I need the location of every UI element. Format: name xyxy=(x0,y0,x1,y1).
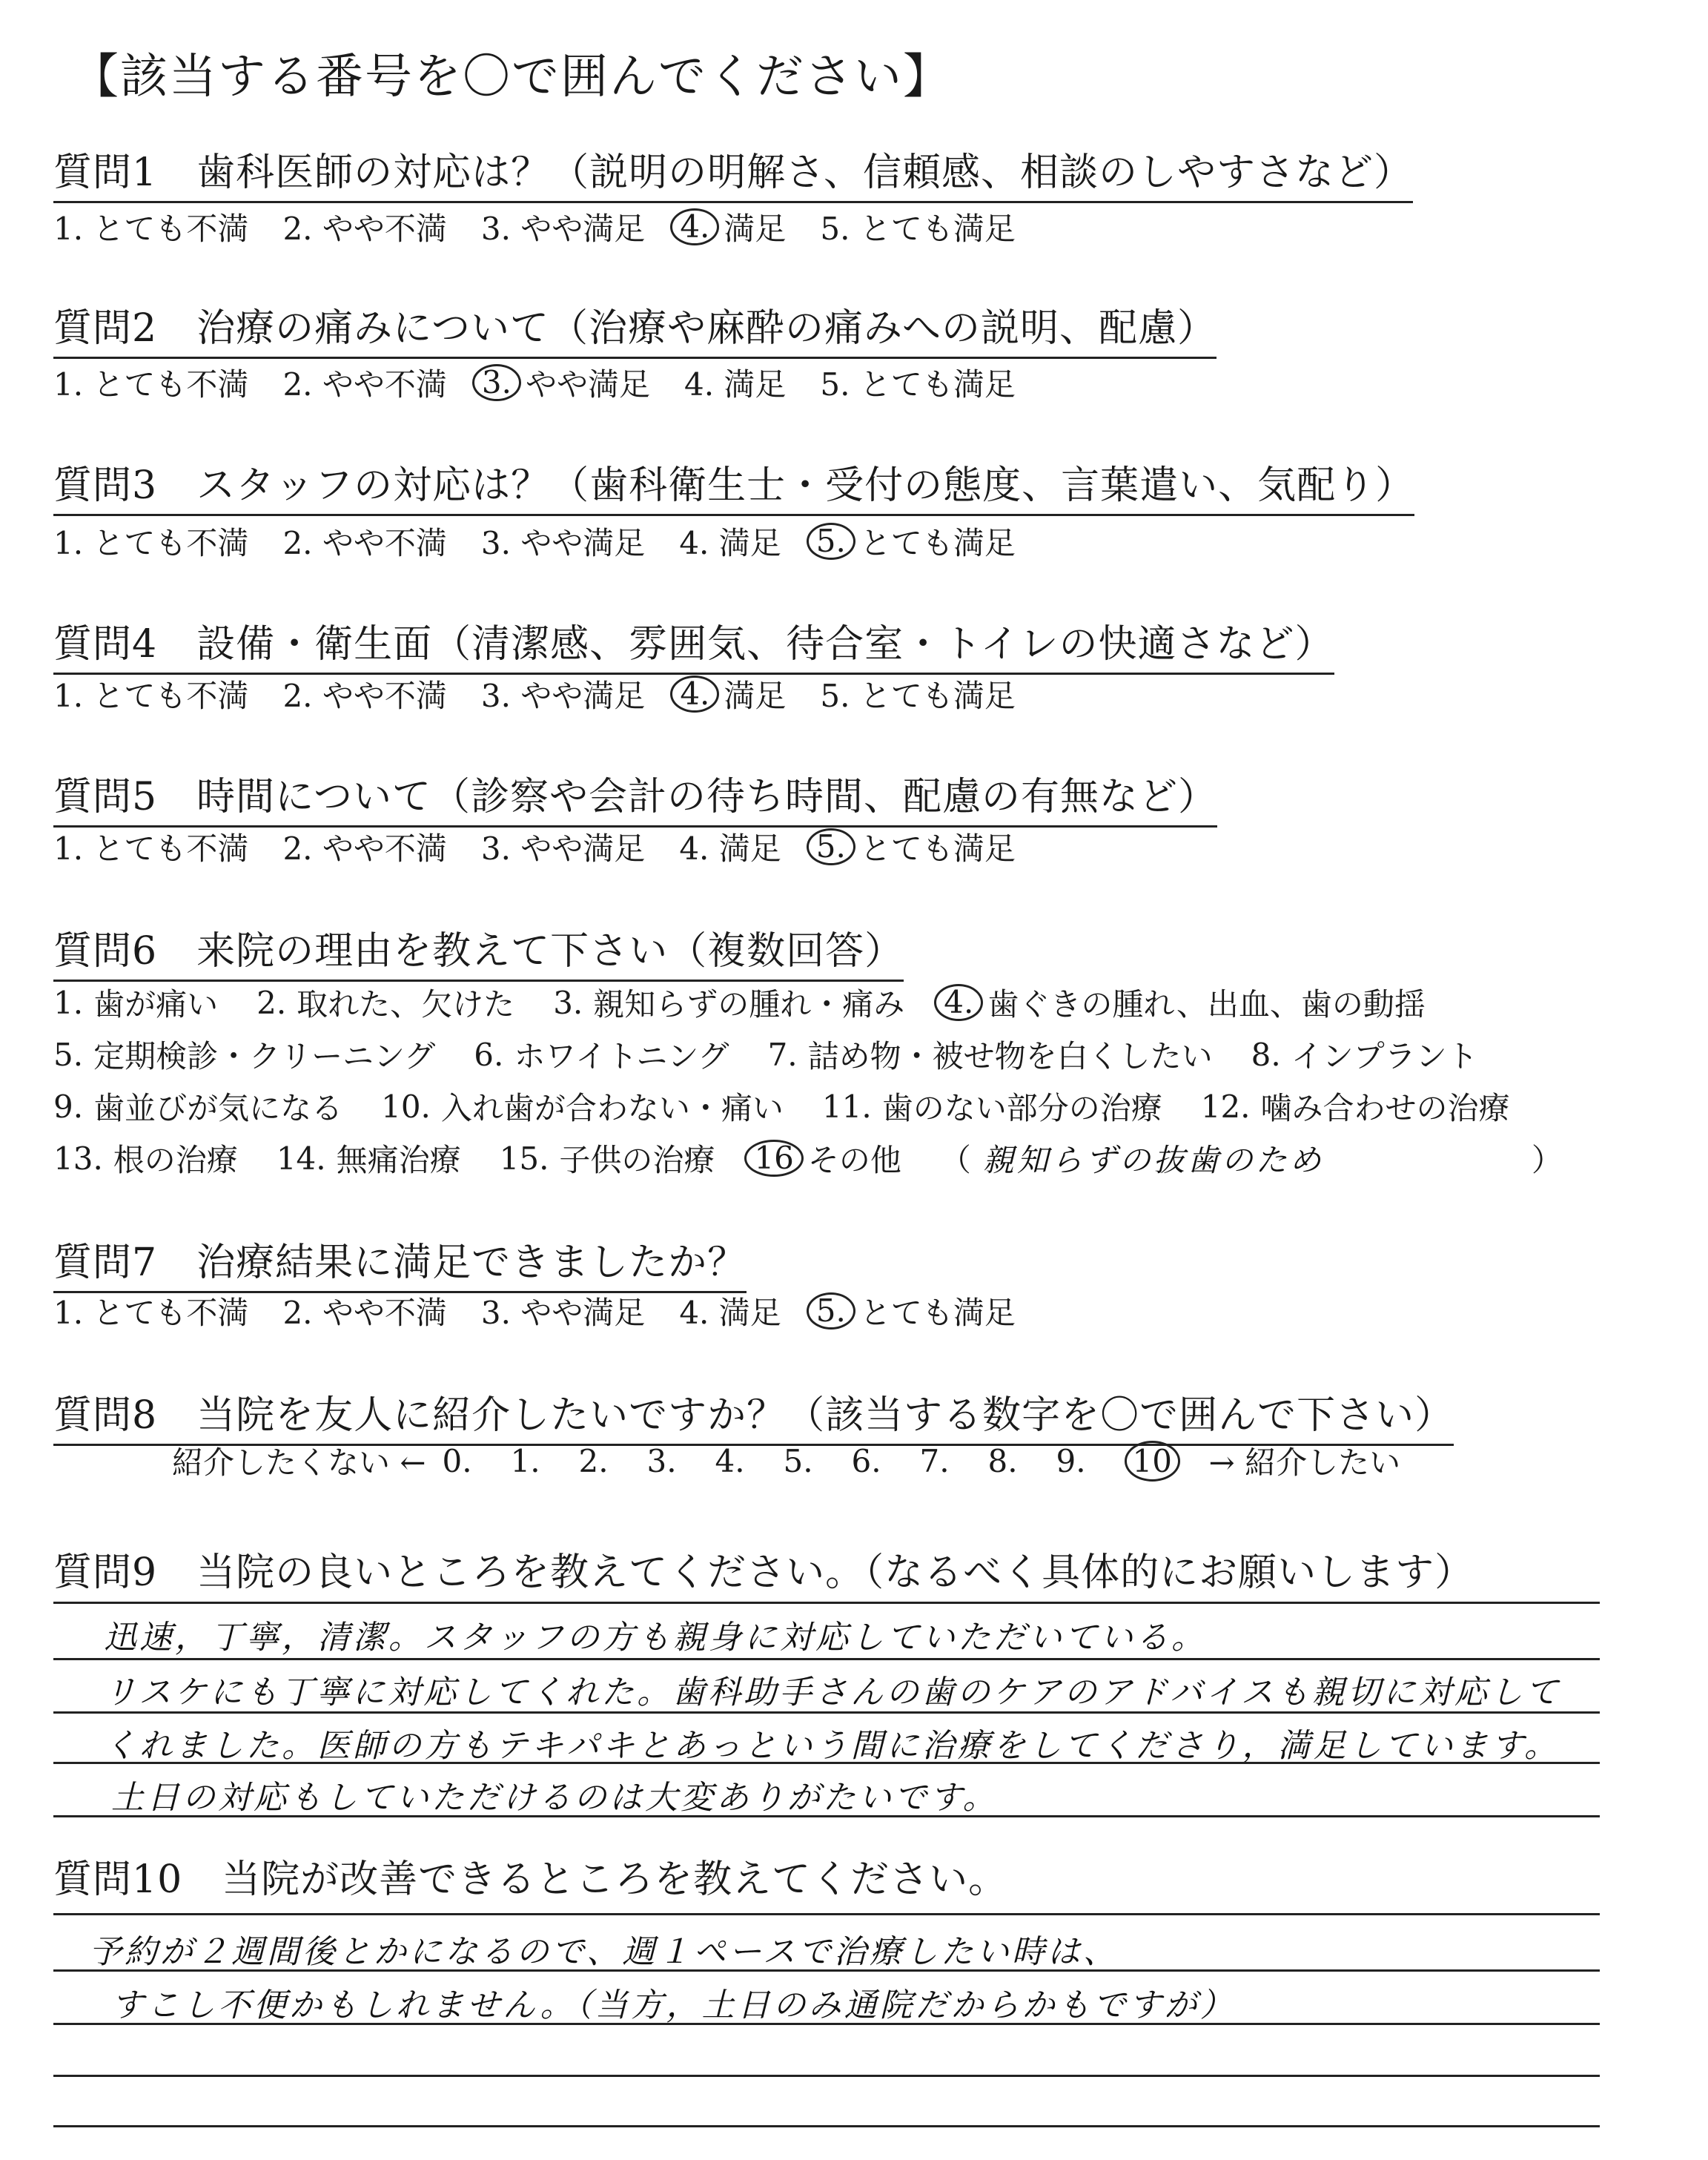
q1-option-1[interactable]: 1. とても不満 xyxy=(53,211,249,247)
answer-line xyxy=(53,2075,1600,2077)
question-8 xyxy=(53,1384,1454,1446)
selected-circle: 5. xyxy=(807,1292,855,1330)
q1-option-2[interactable]: 2. やや不満 xyxy=(282,211,447,247)
q9-answer-line-2: リスケにも丁寧に対応してくれた。歯科助手さんの歯のケアのアドバイスも親切に対応して xyxy=(104,1674,1561,1711)
page-title: 【該当する番号を〇で囲んでください】 xyxy=(71,50,952,105)
answer-line xyxy=(53,2023,1600,2025)
selected-circle: 4. xyxy=(934,984,983,1021)
scale-7[interactable]: 7. xyxy=(919,1442,950,1479)
selected-circle: 10 xyxy=(1125,1441,1180,1482)
q6-option-12[interactable]: 12. 噛み合わせの治療 xyxy=(1200,1088,1510,1126)
q6-row-2 xyxy=(53,1032,1517,1077)
q7-option-5-selected[interactable]: 5. とても満足 xyxy=(815,1289,1016,1333)
q4-option-4-selected[interactable]: 4. 満足 xyxy=(679,672,786,716)
q7-option-1[interactable]: 1. とても不満 xyxy=(53,1295,249,1331)
q2-option-4[interactable]: 4. 満足 xyxy=(683,366,787,403)
q6-other-handwritten: 親知らずの抜歯のため xyxy=(982,1142,1324,1178)
scale-4[interactable]: 4. xyxy=(715,1442,745,1479)
question-title: 質問9 当院の良いところを教えてください。（なるべく具体的にお願いします） xyxy=(53,1550,1474,1595)
selected-circle: 5. xyxy=(807,523,855,560)
q6-option-11[interactable]: 11. 歯のない部分の治療 xyxy=(821,1088,1162,1126)
question-title: 質問5 時間について（診察や会計の待ち時間、配慮の有無など） xyxy=(53,765,1217,828)
question-title: 質問1 歯科医師の対応は？（説明の明解さ、信頼感、相談のしやすさなど） xyxy=(53,141,1413,203)
q3-option-1[interactable]: 1. とても不満 xyxy=(53,525,249,561)
question-5 xyxy=(53,765,1217,828)
scale-10-selected[interactable] xyxy=(1125,1443,1193,1479)
selected-circle: 4. xyxy=(670,676,719,713)
q2-option-3-selected[interactable]: 3. やや満足 xyxy=(481,360,650,405)
q3-option-3[interactable]: 3. やや満足 xyxy=(480,525,646,561)
scale-2[interactable]: 2. xyxy=(578,1442,609,1479)
question-title: 質問3 スタッフの対応は？（歯科衛生士・受付の態度、言葉遣い、気配り） xyxy=(53,454,1414,516)
question-1 xyxy=(53,141,1413,203)
q1-option-4-selected[interactable]: 4. 満足 xyxy=(679,205,786,249)
q6-row-3 xyxy=(53,1084,1549,1129)
question-7 xyxy=(53,1231,747,1293)
q10-answer-line-2: すこし不便かもしれません。（当方，土日のみ通院だからかもですが） xyxy=(111,1986,1236,2024)
q4-options xyxy=(53,672,1050,716)
q7-option-4[interactable]: 4. 満足 xyxy=(679,1295,781,1331)
q6-option-6[interactable]: 6. ホワイトニング xyxy=(474,1036,729,1074)
q5-option-5-selected[interactable]: 5. とても満足 xyxy=(815,825,1016,869)
question-4 xyxy=(53,612,1334,675)
answer-line xyxy=(53,1658,1600,1660)
q2-option-1[interactable]: 1. とても不満 xyxy=(53,366,249,403)
q3-option-5-selected[interactable]: 5. とても満足 xyxy=(815,519,1016,564)
q6-option-3[interactable]: 3. 親知らずの腫れ・痛み xyxy=(553,984,905,1023)
selected-circle: 5. xyxy=(807,828,855,865)
q9-answer-line-1: 迅速，丁寧，清潔。スタッフの方も親身に対応していただいている。 xyxy=(104,1619,1207,1657)
answer-line xyxy=(53,1762,1600,1764)
q3-options xyxy=(53,519,1050,564)
q6-row-1 xyxy=(53,980,1464,1025)
q6-option-9[interactable]: 9. 歯並びが気になる xyxy=(53,1088,343,1126)
q6-option-16-selected[interactable]: 16 その他 xyxy=(753,1136,901,1180)
question-title: 質問4 設備・衛生面（清潔感、雰囲気、待合室・トイレの快適さなど） xyxy=(53,612,1334,675)
recommend-scale xyxy=(156,1439,1417,1483)
question-10 xyxy=(53,1848,1007,1908)
q4-option-5[interactable]: 5. とても満足 xyxy=(820,678,1016,714)
question-9 xyxy=(53,1541,1474,1601)
answer-line xyxy=(53,1815,1600,1817)
q2-option-2[interactable]: 2. やや不満 xyxy=(282,366,447,403)
q6-option-15[interactable]: 15. 子供の治療 xyxy=(499,1140,715,1178)
scale-right-label: → 紹介したい xyxy=(1208,1444,1401,1481)
scale-5[interactable]: 5. xyxy=(783,1442,813,1479)
q1-options xyxy=(53,205,1050,249)
scale-3[interactable]: 3. xyxy=(646,1442,677,1479)
answer-line xyxy=(53,2125,1600,2127)
selected-circle: 16 xyxy=(744,1140,803,1177)
scale-1[interactable]: 1. xyxy=(510,1442,540,1479)
q6-row-4 xyxy=(53,1136,1563,1180)
scale-6[interactable]: 6. xyxy=(851,1442,881,1479)
q4-option-3[interactable]: 3. やや満足 xyxy=(480,678,646,714)
question-6 xyxy=(53,919,904,982)
q2-options xyxy=(53,360,1050,405)
question-title: 質問10 当院が改善できるところを教えてください。 xyxy=(53,1857,1008,1902)
question-2 xyxy=(53,297,1217,359)
q1-option-3[interactable]: 3. やや満足 xyxy=(480,211,646,247)
q6-option-10[interactable]: 10. 入れ歯が合わない・痛い xyxy=(381,1088,784,1126)
q9-answer-line-4: 土日の対応もしていただけるのは大変ありがたいです。 xyxy=(111,1779,999,1817)
q7-options xyxy=(53,1289,1050,1333)
scale-8[interactable]: 8. xyxy=(987,1442,1018,1479)
q4-option-2[interactable]: 2. やや不満 xyxy=(282,678,447,714)
q6-option-1[interactable]: 1. 歯が痛い xyxy=(53,984,219,1023)
q4-option-1[interactable]: 1. とても不満 xyxy=(53,678,249,714)
q6-option-4-selected[interactable]: 4. 歯ぐきの腫れ、出血、歯の動揺 xyxy=(943,980,1426,1025)
question-title: 質問7 治療結果に満足できましたか？ xyxy=(53,1231,747,1293)
q6-other-field[interactable]: （ 親知らずの抜歯のため ） xyxy=(940,1136,1563,1180)
q7-option-3[interactable]: 3. やや満足 xyxy=(480,1295,646,1331)
q2-option-5[interactable]: 5. とても満足 xyxy=(820,366,1016,403)
selected-circle: 4. xyxy=(670,208,719,245)
q7-option-2[interactable]: 2. やや不満 xyxy=(282,1295,447,1331)
question-3 xyxy=(53,454,1414,516)
question-title: 質問2 治療の痛みについて（治療や麻酔の痛みへの説明、配慮） xyxy=(53,297,1217,359)
q6-option-14[interactable]: 14. 無痛治療 xyxy=(276,1140,461,1178)
q6-option-7[interactable]: 7. 詰め物・被せ物を白くしたい xyxy=(767,1036,1213,1074)
answer-line xyxy=(53,1969,1600,1972)
q6-option-13[interactable]: 13. 根の治療 xyxy=(53,1140,238,1178)
q6-option-8[interactable]: 8. インプラント xyxy=(1251,1036,1478,1074)
q5-options xyxy=(53,825,1050,869)
question-title: 質問8 当院を友人に紹介したいですか？（該当する数字を〇で囲んで下さい） xyxy=(53,1384,1454,1446)
q3-option-2[interactable]: 2. やや不満 xyxy=(282,525,447,561)
q3-option-4[interactable]: 4. 満足 xyxy=(679,525,781,561)
q5-option-2[interactable]: 2. やや不満 xyxy=(282,830,447,867)
question-title: 質問6 来院の理由を教えて下さい（複数回答） xyxy=(53,919,904,982)
q9-answer-line-3: くれました。医師の方もテキパキとあっという間に治療をしてくださり，満足しています。 xyxy=(104,1727,1560,1765)
q6-option-2[interactable]: 2. 取れた、欠けた xyxy=(256,984,515,1023)
q5-option-4[interactable]: 4. 満足 xyxy=(679,830,781,867)
answer-line xyxy=(53,1913,1600,1915)
answer-line xyxy=(53,1711,1600,1714)
q6-option-5[interactable]: 5. 定期検診・クリーニング xyxy=(53,1036,436,1074)
q5-option-1[interactable]: 1. とても不満 xyxy=(53,830,249,867)
q10-answer-line-1: 予約が２週間後とかになるので、週１ペースで治療したい時は、 xyxy=(89,1933,1119,1971)
q5-option-3[interactable]: 3. やや満足 xyxy=(480,830,646,867)
selected-circle: 3. xyxy=(472,364,521,401)
scale-0[interactable]: 0. xyxy=(442,1442,472,1479)
scale-9[interactable]: 9. xyxy=(1056,1442,1086,1479)
q1-option-5[interactable]: 5. とても満足 xyxy=(820,211,1016,247)
answer-line xyxy=(53,1602,1600,1604)
scale-left-label: 紹介したくない ← xyxy=(172,1444,426,1481)
